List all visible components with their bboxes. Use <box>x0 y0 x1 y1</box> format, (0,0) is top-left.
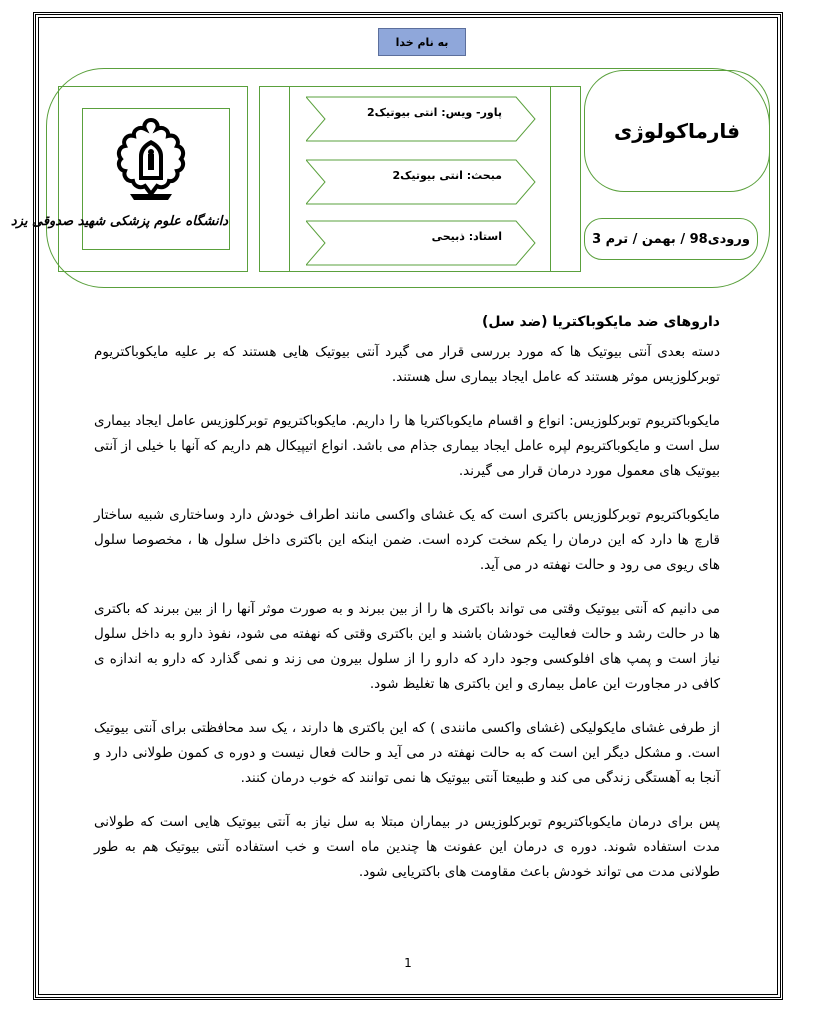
chevron-subject <box>306 159 536 205</box>
university-name-text: دانشگاه علوم پزشکی شهید صدوقی یزد <box>10 214 228 229</box>
paragraph: مایکوباکتریوم توبرکلوزیس باکتری است که یک غشای واکسی مانند اطراف خودش دارد وساختاری شبیه ساختار قارچ ها دارد که این درمان را یکم سخت کرده است. ضمن اینکه این باکتری داخل سلول ها ، مخصوصا سلول های ریوی می رود و حالت نهفته در می آید. <box>94 507 720 573</box>
chevron-topic <box>306 96 536 142</box>
term-info-box <box>584 218 758 260</box>
paragraph: مایکوباکتریوم توبرکلوزیس: انواع و اقسام مایکوباکتریا ها را داریم. مایکوباکتریوم توبرکلوزیس عامل ایجاد بیماری سل است و مایکوباکتریوم لپره عامل ایجاد بیماری جذام می باشد. انواع اتیپیکال هم داریم که آنها با خیلی از آنتی بیوتیک های معمول مورد درمان قرار می گیرند. <box>94 413 720 479</box>
document-body <box>94 314 720 904</box>
paragraph: دسته بعدی آنتی بیوتیک ها که مورد بررسی قرار می گیرد آنتی بیوتیک هایی هستند که بر علیه مایکوباکتریوم توبرکلوزیس موثر هستند که عامل ایجاد بیماری سل هستند. <box>94 344 720 385</box>
chevron-professor <box>306 220 536 266</box>
course-title: فارماکولوژی <box>613 119 741 143</box>
university-logo-icon <box>110 116 192 208</box>
chevron-subject-label: مبحث: انتی بیوتیک2 <box>392 169 502 182</box>
chevron-professor-label: استاد: ذبیحی <box>431 230 502 243</box>
basmala-label: به نام خدا <box>378 28 466 56</box>
paragraph: از طرفی غشای مایکولیکی (غشای واکسی مانندی ) که این باکتری ها دارند ، یک سد محافظتی برای آنتی بیوتیک است. و مشکل دیگر این است که به حالت نهفته در می آید و حالت فعال نیست و دوره ی کمون طولانی دارد و آنجا به آهستگی زندگی می کند و طبیعتا آنتی بیوتیک ها نمی توانند که خوب درمان کنند. <box>94 720 720 786</box>
paragraph: پس برای درمان مایکوباکتریوم توبرکلوزیس در بیماران مبتلا به سل نیاز به آنتی بیوتیک هایی است که طولانی مدت استفاده شوند. دوره ی درمان این عفونت ها چندین ماه است و خب استفاده آنتی بیوتیک هم به طور طولانی مدت می تواند خودش باعث مقاومت های باکتریایی شود. <box>94 814 720 880</box>
term-info: ورودی98 / بهمن / ترم 3 <box>592 231 750 247</box>
page-number: 1 <box>404 956 412 970</box>
section-heading: داروهای ضد مایکوباکتریا (ضد سل) <box>481 314 720 330</box>
paragraph: می دانیم که آنتی بیوتیک وقتی می تواند باکتری ها را از بین ببرند و به صورت موثر آنها را از بین ببرند که باکتری ها در حالت رشد و حالت فعالیت خودشان باشند و این باکتری وقتی که نهفته می شود، نفوذ دارو به داخل سلول نیاز است و پمپ های افلوکسی وجود دارد که دارو را از سلول بیرون می زند و نمی گذارد که دارو به اندازه ی کافی در مجاورت این عامل بیماری و این باکتری ها تغلیظ شود. <box>94 601 720 692</box>
course-title-box <box>584 70 770 192</box>
chevron-topic-label: پاور- ویس: انتی بیوتیک2 <box>367 106 502 119</box>
